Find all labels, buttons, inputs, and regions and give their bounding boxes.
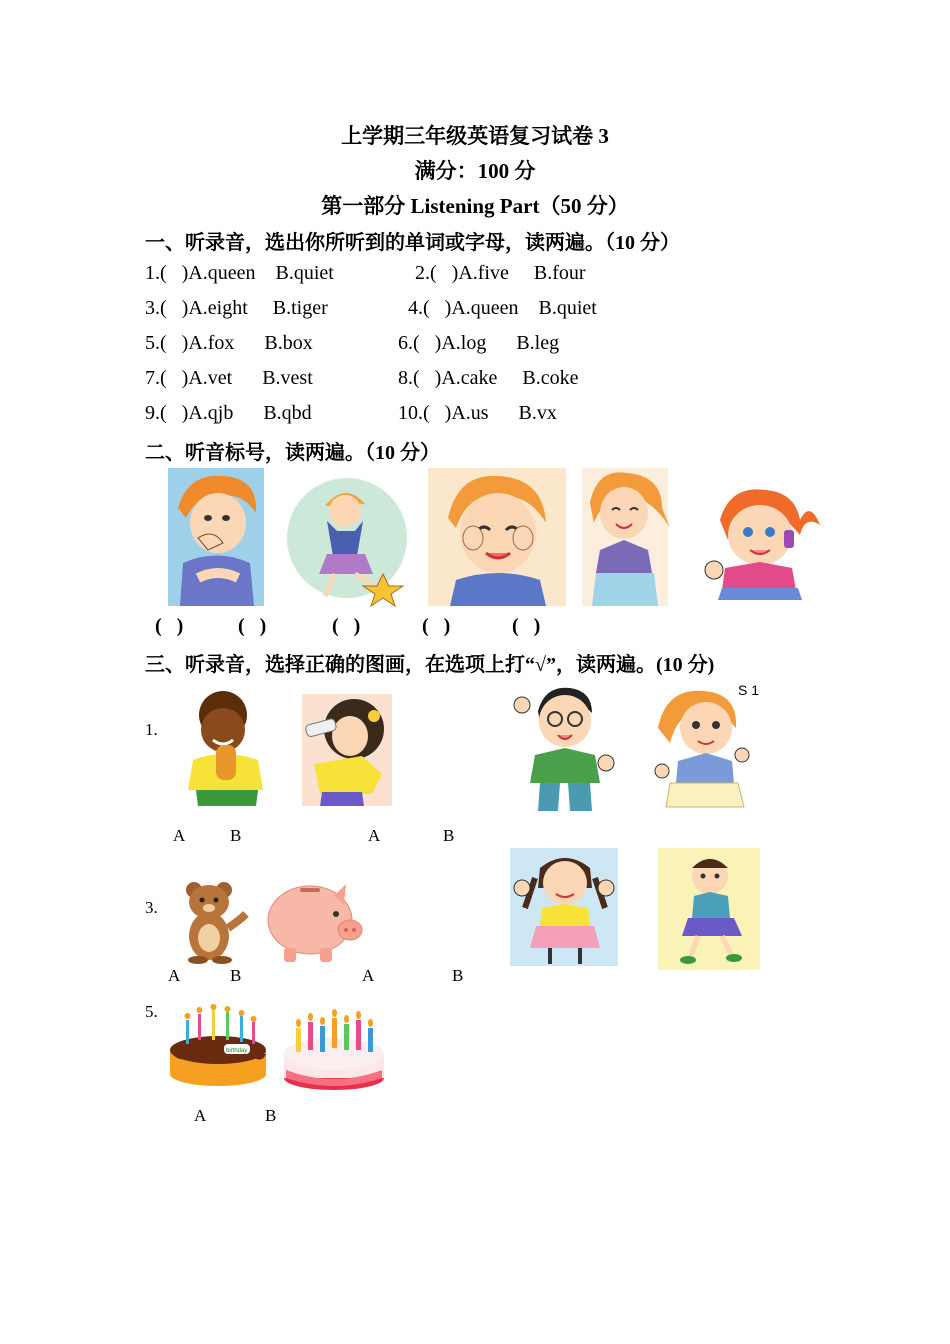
girl-on-phone-picture (700, 480, 822, 600)
piggy-bank-picture (264, 876, 364, 964)
q1-option-b[interactable]: B (230, 826, 242, 845)
answer-blank-2[interactable]: ( ) (238, 615, 267, 637)
question-number-1: 1. (145, 720, 158, 739)
question-row-5-right: 10.( )A.us B.vx (398, 402, 557, 424)
question-row-3-right: 6.( )A.log B.leg (398, 332, 560, 354)
corner-letters: S 1 (738, 682, 760, 698)
bear-picture (180, 880, 250, 964)
boy-covering-nose-picture (168, 468, 264, 606)
girl-touching-eyes-picture (428, 468, 566, 606)
q5-option-b[interactable]: B (265, 1106, 277, 1125)
boy-eating-bread-picture (178, 690, 278, 812)
girl-showing-fingers-picture (648, 682, 760, 807)
girl-drinking-milk-picture (302, 694, 392, 806)
full-score: 满分：100 分 (414, 159, 536, 183)
boy-with-glasses-picture (510, 683, 616, 811)
answer-blank-5[interactable]: ( ) (512, 615, 541, 637)
question-row-2-right: 4.( )A.queen B.quiet (408, 297, 597, 319)
question-row-1-right: 2.( )A.five B.four (415, 262, 586, 284)
girl-smiling-picture (582, 468, 668, 606)
question-number-5: 5. (145, 1002, 158, 1021)
answer-blank-4[interactable]: ( ) (422, 615, 451, 637)
girl-dancing-picture (658, 848, 760, 970)
girl-with-pigtails-picture (510, 848, 618, 966)
q2-option-a[interactable]: A (368, 826, 381, 845)
section3-heading: 三、听录音，选择正确的图画，在选项上打“√”，读两遍。(10 分) (145, 654, 715, 676)
question-row-2-left: 3.( )A.eight B.tiger (145, 297, 328, 319)
question-row-3-left: 5.( )A.fox B.box (145, 332, 313, 354)
q5-option-a[interactable]: A (194, 1106, 207, 1125)
cake-writing: birthday (226, 1048, 248, 1054)
chocolate-cake-picture (168, 1004, 270, 1088)
q4-option-a[interactable]: A (362, 966, 375, 985)
question-row-4-left: 7.( )A.vet B.vest (145, 367, 313, 389)
question-number-3: 3. (145, 898, 158, 917)
question-row-1-left: 1.( )A.queen B.quiet (145, 262, 334, 284)
answer-blank-3[interactable]: ( ) (332, 615, 361, 637)
section2-heading: 二、听音标号，读两遍。（10 分） (145, 442, 440, 464)
question-row-5-left: 9.( )A.qjb B.qbd (145, 402, 312, 424)
q3-option-a[interactable]: A (168, 966, 181, 985)
q4-option-b[interactable]: B (452, 966, 464, 985)
pink-cake-picture (282, 1006, 386, 1092)
question-row-4-right: 8.( )A.cake B.coke (398, 367, 579, 389)
q3-option-b[interactable]: B (230, 966, 242, 985)
part-title: 第一部分 Listening Part（50 分） (321, 194, 629, 218)
page-title: 上学期三年级英语复习试卷 3 (341, 124, 609, 148)
section1-heading: 一、听录音，选出你所听到的单词或字母，读两遍。（10 分） (145, 232, 680, 254)
answer-blank-1[interactable]: ( ) (155, 615, 184, 637)
girl-kicking-picture (285, 476, 413, 606)
q2-option-b[interactable]: B (443, 826, 455, 845)
q1-option-a[interactable]: A (173, 826, 186, 845)
